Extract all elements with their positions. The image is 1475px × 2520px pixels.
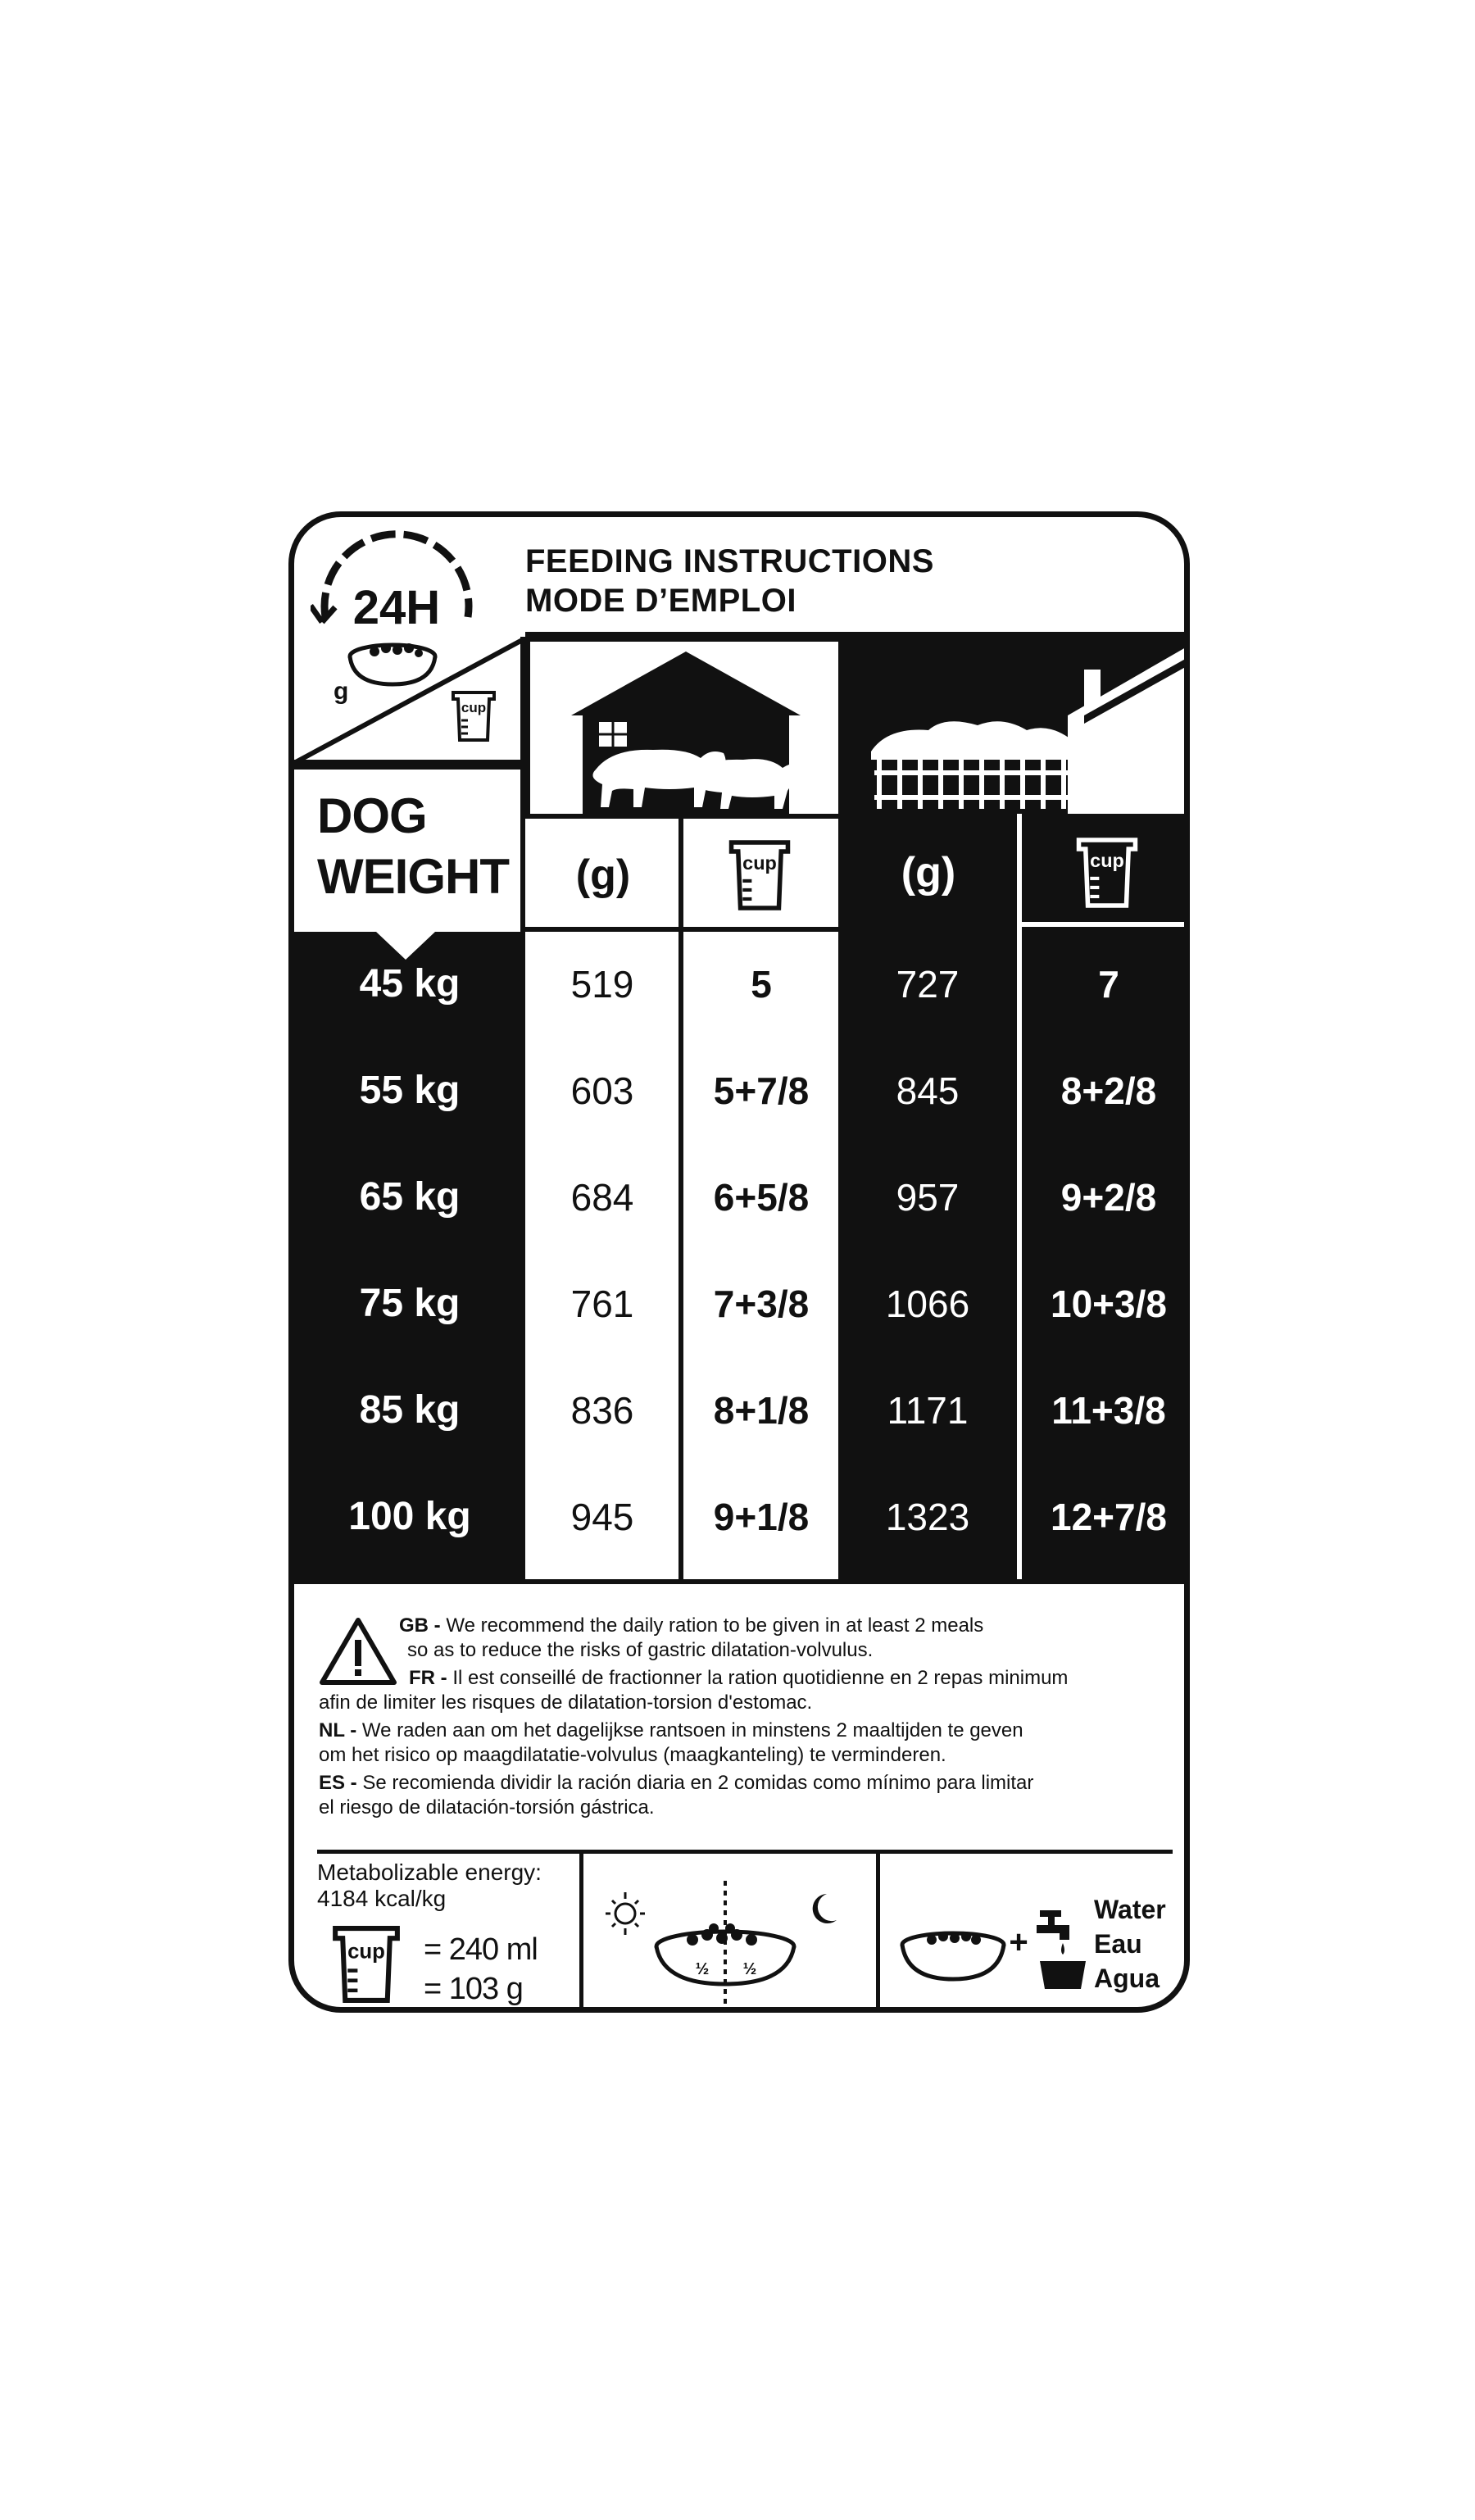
cup-icon bbox=[727, 838, 792, 913]
cup-icon-label: cup bbox=[742, 852, 777, 874]
cup-icon bbox=[1074, 835, 1140, 910]
water-tap-icon bbox=[1037, 1910, 1086, 1989]
cup-icon-label: cup bbox=[461, 700, 487, 715]
page-title bbox=[525, 542, 934, 620]
footer bbox=[294, 1851, 1190, 2013]
feeding-card bbox=[288, 511, 1190, 2013]
indoor-grams-header: (g) bbox=[525, 814, 681, 932]
cup-conversion bbox=[424, 1930, 538, 2009]
water-en: Water bbox=[1094, 1895, 1166, 1924]
indoor-grams-value: 761 bbox=[570, 1283, 634, 1325]
sun-icon bbox=[606, 1892, 645, 1935]
outdoor-grams-value: 845 bbox=[896, 1069, 960, 1112]
outdoor-cups-value: 10+3/8 bbox=[1051, 1283, 1167, 1325]
bowl-icon bbox=[902, 1932, 1004, 1979]
dog-weight-line-2: WEIGHT bbox=[317, 849, 509, 904]
fence-icon bbox=[874, 760, 1076, 809]
title-line-1: FEEDING INSTRUCTIONS bbox=[525, 543, 934, 579]
indoor-cups-value: 5 bbox=[751, 963, 772, 1006]
water-labels bbox=[1094, 1892, 1166, 1996]
outdoor-grams-value: 1323 bbox=[885, 1496, 970, 1538]
cup-icon bbox=[450, 689, 497, 743]
dog-weight-value: 65 kg bbox=[359, 1175, 461, 1219]
weight-top-border bbox=[294, 765, 525, 770]
grams-label: g bbox=[334, 678, 349, 705]
energy-block bbox=[317, 1859, 542, 1912]
dog-weight-line-1: DOG bbox=[317, 788, 427, 843]
outdoor-cups-value: 11+3/8 bbox=[1051, 1389, 1166, 1432]
clock-label: 24H bbox=[352, 581, 441, 634]
pointer-arrow-icon bbox=[376, 932, 435, 960]
outdoor-grams-header: (g) bbox=[838, 814, 1019, 932]
gb-code: GB - bbox=[399, 1614, 441, 1637]
fr-text-1: Il est conseillé de fractionner la ration quotidienne en 2 repas minimum bbox=[452, 1667, 1069, 1689]
half-left: ½ bbox=[695, 1960, 710, 1978]
cup-icon bbox=[330, 1923, 402, 2005]
indoor-grams-value: 603 bbox=[570, 1069, 634, 1112]
indoor-house-icon bbox=[563, 647, 809, 814]
warning-section bbox=[294, 1579, 1190, 1850]
half-right: ½ bbox=[742, 1960, 757, 1978]
es-code: ES - bbox=[319, 1772, 357, 1794]
indoor-grams-value: 519 bbox=[570, 963, 634, 1006]
indoor-header bbox=[525, 637, 838, 814]
nl-text-1: We raden aan om het dagelijkse rantsoen in minstens 2 maaltijden te geven bbox=[361, 1719, 1023, 1741]
cup-icon-label: cup bbox=[347, 1940, 385, 1964]
dog-weight-value: 75 kg bbox=[359, 1282, 461, 1325]
indoor-cups-value: 7+3/8 bbox=[713, 1283, 810, 1325]
dog-weight-value: 85 kg bbox=[359, 1388, 461, 1432]
nl-code: NL - bbox=[319, 1719, 357, 1741]
water-es: Agua bbox=[1094, 1964, 1160, 1993]
outdoor-cups-value: 9+2/8 bbox=[1060, 1176, 1157, 1219]
day-night-split-icon bbox=[606, 1881, 851, 2004]
gb-text-2: so as to reduce the risks of gastric dilatation-volvulus. bbox=[407, 1639, 874, 1661]
dog-weight-value: 55 kg bbox=[359, 1069, 461, 1112]
weights-column bbox=[294, 932, 525, 1579]
cup-grams: = 103 g bbox=[424, 1972, 523, 2006]
dog-weight-value: 45 kg bbox=[359, 962, 461, 1006]
nl-text-2: om het risico op maagdilatatie-volvulus (maagkanteling) te verminderen. bbox=[319, 1744, 946, 1766]
fr-text-2: afin de limiter les risques de dilatation-torsion d'estomac. bbox=[319, 1691, 813, 1714]
outdoor-body bbox=[838, 932, 1190, 1579]
moon-icon bbox=[813, 1894, 837, 1923]
outdoor-cup-header bbox=[1019, 814, 1190, 932]
gb-text-1: We recommend the daily ration to be given in at least 2 meals bbox=[446, 1614, 984, 1637]
indoor-cups-value: 8+1/8 bbox=[713, 1389, 810, 1432]
es-text-1: Se recomienda dividir la ración diaria en 2 comidas como mínimo para limitar bbox=[362, 1772, 1034, 1794]
footer-separator-2 bbox=[876, 1851, 880, 2013]
fr-code: FR - bbox=[409, 1667, 447, 1689]
water-fr: Eau bbox=[1094, 1929, 1142, 1959]
title-line-2: MODE D’EMPLOI bbox=[525, 583, 796, 619]
outdoor-grams-value: 1171 bbox=[887, 1389, 969, 1432]
outdoor-grams-value: 727 bbox=[896, 963, 960, 1006]
cup-icon-label: cup bbox=[1090, 850, 1124, 872]
outdoor-cups-value: 12+7/8 bbox=[1051, 1496, 1167, 1538]
footer-separator-1 bbox=[579, 1851, 583, 2013]
bowl-and-water-icon bbox=[899, 1907, 1096, 2005]
outdoor-header bbox=[838, 637, 1190, 814]
svg-text:+: + bbox=[1009, 1924, 1028, 1960]
outdoor-kennel-icon bbox=[838, 637, 1190, 814]
energy-value: 4184 kcal/kg bbox=[317, 1886, 447, 1911]
indoor-cups-value: 5+7/8 bbox=[713, 1069, 810, 1112]
energy-label: Metabolizable energy: bbox=[317, 1859, 542, 1885]
indoor-grams-value: 945 bbox=[570, 1496, 634, 1538]
outdoor-grams-value: 1066 bbox=[885, 1283, 970, 1325]
outdoor-cups-value: 8+2/8 bbox=[1060, 1069, 1157, 1112]
dog-weight-value: 100 kg bbox=[348, 1495, 471, 1538]
outdoor-header-rule bbox=[1019, 922, 1190, 927]
es-text-2: el riesgo de dilatación-torsión gástrica. bbox=[319, 1796, 655, 1818]
outdoor-cups-value: 7 bbox=[1098, 963, 1119, 1006]
indoor-cups-value: 6+5/8 bbox=[713, 1176, 810, 1219]
indoor-cup-header bbox=[681, 814, 838, 932]
dog-weight-heading bbox=[294, 768, 525, 932]
indoor-grams-value: 836 bbox=[570, 1389, 634, 1432]
indoor-cups-value: 9+1/8 bbox=[713, 1496, 810, 1538]
cup-ml: = 240 ml bbox=[424, 1932, 538, 1967]
outdoor-grams-value: 957 bbox=[896, 1176, 960, 1219]
indoor-grams-value: 684 bbox=[570, 1176, 634, 1219]
